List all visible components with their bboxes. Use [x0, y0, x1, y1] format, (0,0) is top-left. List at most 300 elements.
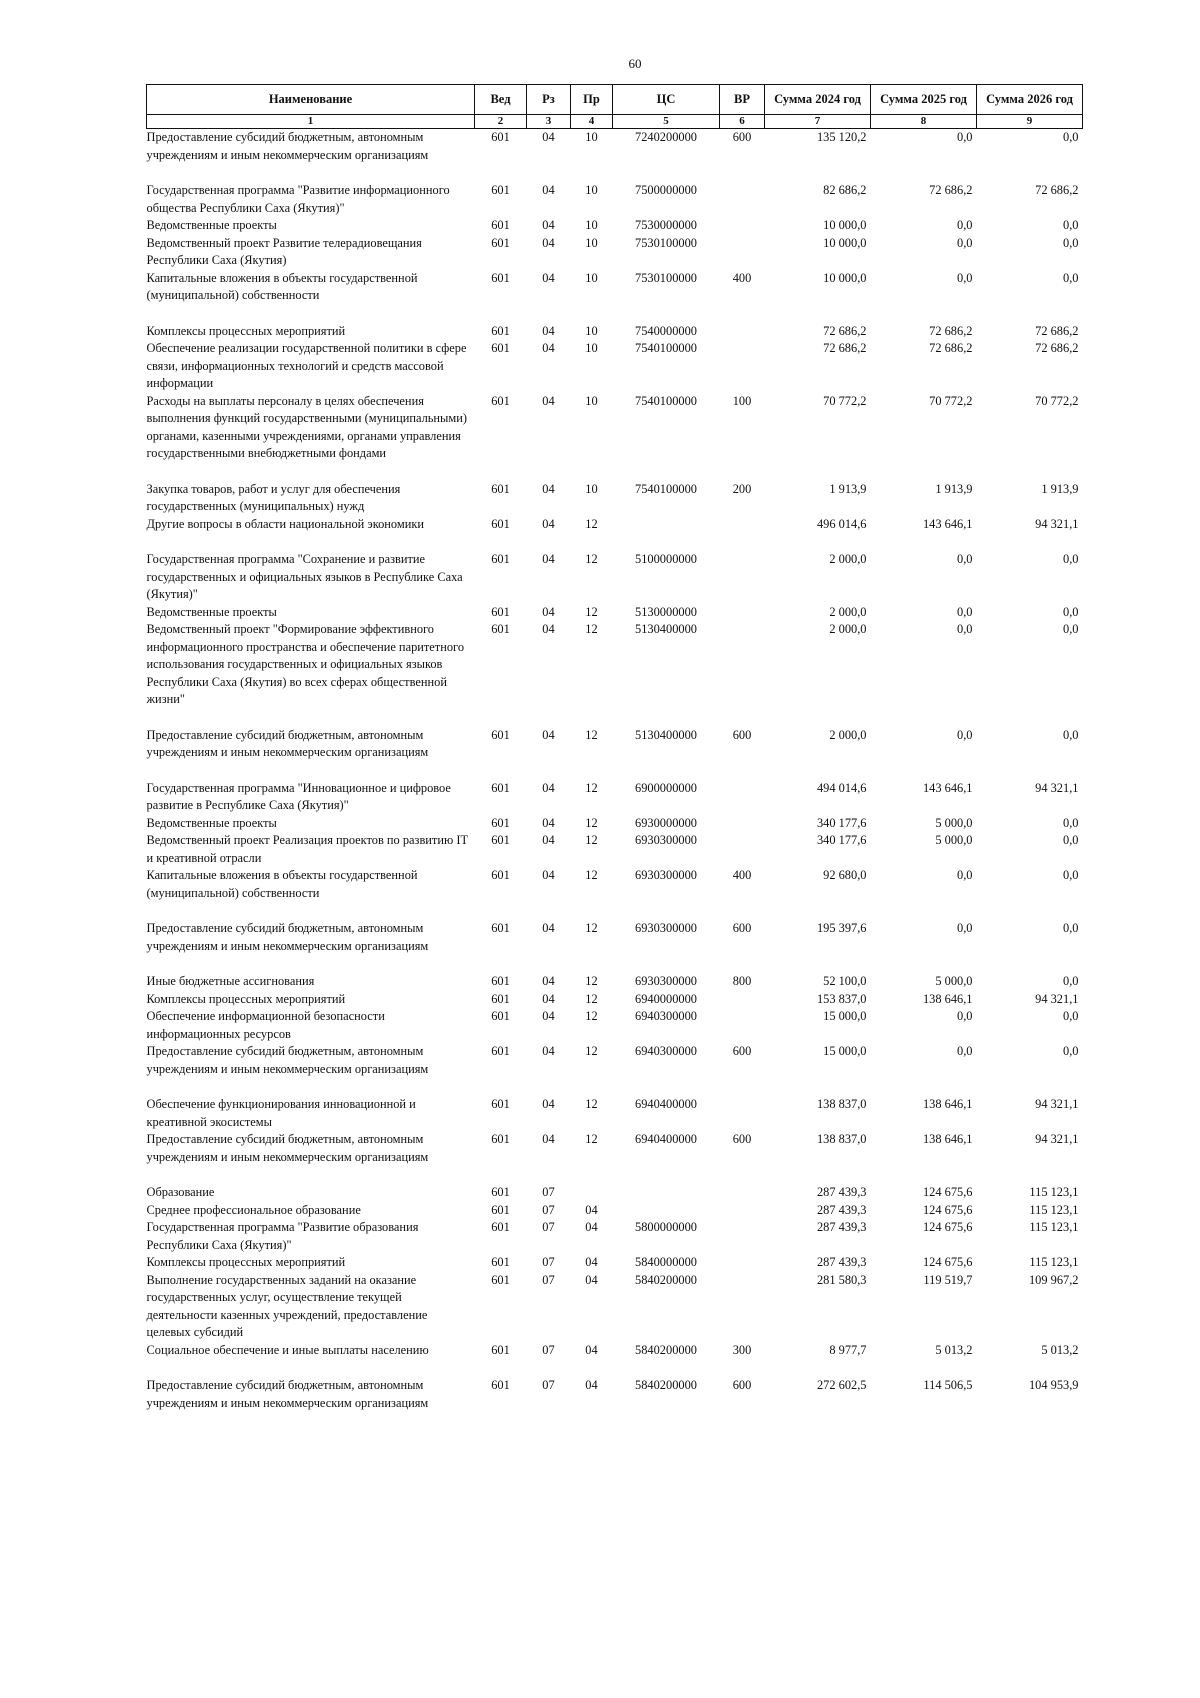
row-sum-2025-cell: 0,0	[957, 1044, 973, 1058]
row-sum-2025-cell: 138 646,1	[922, 1097, 973, 1111]
row-rz-cell: 04	[542, 1044, 555, 1058]
row-sum-2024-cell: 287 439,3	[816, 1220, 867, 1234]
row-sum-2026-cell: 94 321,1	[1035, 991, 1079, 1006]
row-pr-cell: 04	[585, 1342, 598, 1357]
row-name-cell: Предоставление субсидий бюджетным, автономным учреждениям и иным некоммерческим организациям	[146, 1132, 429, 1164]
row-name-cell: Социальное обеспечение и иные выплаты населению	[146, 1342, 429, 1357]
column-number: 6	[720, 115, 765, 129]
row-sum-2025-cell: 0,0	[957, 218, 973, 232]
row-rz-cell: 04	[542, 341, 555, 355]
row-cs-cell: 6940300000	[635, 1009, 697, 1023]
table-row	[147, 991, 1083, 1009]
row-ved-cell: 601	[491, 1009, 510, 1023]
column-number-row	[147, 115, 1083, 129]
row-rz-cell: 04	[542, 218, 555, 232]
row-sum-2026-cell: 0,0	[1063, 270, 1079, 285]
row-pr-cell: 10	[585, 323, 598, 338]
row-pr-cell: 12	[585, 604, 598, 619]
row-rz-cell: 04	[542, 183, 555, 197]
row-ved-cell: 601	[491, 1378, 510, 1392]
row-sum-2025-cell: 138 646,1	[922, 991, 973, 1006]
table-row	[147, 270, 1083, 323]
row-ved-cell: 601	[491, 183, 510, 197]
row-sum-2026-cell: 0,0	[1063, 235, 1079, 250]
table-header	[147, 85, 1083, 129]
row-vr-cell: 600	[732, 1378, 752, 1392]
row-sum-2024-cell: 496 014,6	[816, 516, 867, 531]
row-sum-2025-cell: 72 686,2	[929, 323, 973, 338]
row-rz-cell: 04	[542, 323, 555, 338]
row-sum-2025-cell: 0,0	[957, 130, 973, 144]
row-vr-cell	[720, 991, 765, 1009]
row-vr-cell	[720, 1219, 765, 1254]
row-name-cell: Ведомственный проект "Формирование эффективного информационного пространства и обеспечение паритетного использования государственных и официальных языков Республики Саха (Якутия) во всех сферах общественной жизни"	[146, 622, 465, 706]
row-name-cell: Предоставление субсидий бюджетным, автономным учреждениям и иным некоммерческим организациям	[146, 921, 429, 953]
row-pr-cell: 12	[585, 815, 598, 830]
row-rz-cell: 04	[542, 235, 555, 250]
table-row	[147, 1219, 1083, 1254]
row-vr-cell: 400	[732, 270, 752, 285]
table-row	[147, 340, 1083, 393]
row-vr-cell: 600	[732, 1044, 752, 1058]
header-sum-2024: Сумма 2024 год	[765, 85, 871, 115]
row-pr-cell: 10	[585, 130, 598, 144]
column-number: 7	[765, 115, 871, 129]
row-sum-2025-cell: 5 000,0	[935, 833, 973, 847]
row-vr-cell	[720, 1096, 765, 1131]
row-sum-2025-cell: 124 675,6	[922, 1255, 973, 1269]
row-rz-cell: 04	[542, 604, 555, 619]
table-row	[147, 516, 1083, 552]
row-sum-2026-cell: 70 772,2	[1035, 393, 1079, 408]
row-sum-2025-cell: 0,0	[957, 921, 973, 935]
row-sum-2026-cell: 115 123,1	[1029, 1255, 1079, 1269]
row-ved-cell: 601	[491, 622, 510, 636]
row-sum-2026-cell: 104 953,9	[1028, 1378, 1079, 1392]
row-rz-cell: 04	[542, 481, 555, 496]
row-vr-cell	[720, 217, 765, 235]
row-cs-cell: 6930300000	[635, 974, 697, 988]
table-row	[147, 780, 1083, 815]
table-row	[147, 235, 1083, 270]
row-vr-cell: 400	[732, 868, 752, 882]
row-rz-cell: 04	[542, 815, 555, 830]
row-rz-cell: 04	[542, 130, 555, 144]
row-rz-cell: 07	[542, 1255, 555, 1269]
row-sum-2024-cell: 272 602,5	[816, 1378, 867, 1392]
row-ved-cell: 601	[491, 341, 510, 355]
table-row	[147, 1131, 1083, 1184]
row-vr-cell: 600	[732, 1132, 752, 1146]
row-sum-2026-cell: 0,0	[1063, 833, 1079, 847]
row-vr-cell	[720, 323, 765, 341]
row-sum-2024-cell: 10 000,0	[823, 270, 867, 285]
table-row	[147, 1254, 1083, 1272]
row-pr-cell: 12	[585, 622, 598, 636]
table-row	[147, 1096, 1083, 1131]
row-sum-2025-cell: 5 000,0	[935, 815, 973, 830]
row-sum-2025-cell: 124 675,6	[922, 1185, 973, 1199]
column-number: 1	[147, 115, 475, 129]
row-sum-2026-cell: 0,0	[1063, 1009, 1079, 1023]
row-sum-2026-cell: 0,0	[1063, 218, 1079, 232]
row-pr-cell: 12	[585, 727, 598, 742]
row-rz-cell: 04	[542, 991, 555, 1006]
row-pr-cell: 12	[585, 1097, 598, 1111]
row-name-cell: Предоставление субсидий бюджетным, автономным учреждениям и иным некоммерческим организациям	[146, 1378, 429, 1410]
row-sum-2026-cell: 72 686,2	[1035, 183, 1079, 197]
row-sum-2024-cell: 340 177,6	[816, 815, 867, 830]
row-ved-cell: 601	[491, 1220, 510, 1234]
row-sum-2025-cell: 143 646,1	[922, 516, 973, 531]
row-name-cell: Комплексы процессных мероприятий	[146, 991, 346, 1006]
row-vr-cell	[720, 1202, 765, 1220]
row-sum-2026-cell: 115 123,1	[1029, 1185, 1079, 1199]
row-vr-cell: 800	[732, 974, 752, 988]
row-rz-cell: 04	[542, 1132, 555, 1146]
row-sum-2025-cell: 0,0	[957, 727, 973, 742]
row-ved-cell: 601	[491, 868, 510, 882]
table-row	[147, 551, 1083, 604]
row-sum-2024-cell: 153 837,0	[816, 991, 867, 1006]
row-ved-cell: 601	[491, 727, 510, 742]
row-pr-cell: 04	[585, 1378, 598, 1392]
row-cs-cell: 5840000000	[635, 1255, 697, 1269]
row-sum-2024-cell: 195 397,6	[816, 921, 867, 935]
row-sum-2026-cell: 115 123,1	[1029, 1220, 1079, 1234]
table-row	[147, 727, 1083, 780]
table-row	[147, 815, 1083, 833]
row-sum-2024-cell: 52 100,0	[823, 974, 867, 988]
row-pr-cell: 12	[585, 780, 598, 795]
row-sum-2024-cell: 2 000,0	[829, 622, 867, 636]
row-vr-cell	[720, 182, 765, 217]
row-rz-cell: 04	[542, 868, 555, 882]
column-number: 4	[571, 115, 613, 129]
row-rz-cell: 04	[542, 833, 555, 847]
row-cs-cell: 7540100000	[635, 481, 697, 496]
row-name-cell: Обеспечение функционирования инновационной и креативной экосистемы	[146, 1097, 416, 1129]
row-sum-2025-cell: 143 646,1	[922, 780, 973, 795]
table-row	[147, 920, 1083, 973]
table-body	[147, 129, 1083, 1413]
row-sum-2026-cell: 0,0	[1063, 130, 1079, 144]
row-sum-2024-cell: 340 177,6	[816, 833, 867, 847]
table-row	[147, 1008, 1083, 1043]
row-cs-cell: 7530100000	[635, 270, 697, 285]
header-sum-2025: Сумма 2025 год	[871, 85, 977, 115]
header-row	[147, 85, 1083, 115]
row-vr-cell: 600	[732, 727, 752, 742]
row-cs-cell: 7240200000	[635, 130, 697, 144]
row-cs-cell: 5130400000	[635, 727, 697, 742]
table-row	[147, 832, 1083, 867]
row-ved-cell: 601	[491, 481, 510, 496]
row-cs-cell: 6940000000	[635, 991, 697, 1006]
row-pr-cell: 04	[585, 1255, 598, 1269]
row-vr-cell	[720, 516, 765, 552]
row-name-cell: Комплексы процессных мероприятий	[146, 323, 346, 338]
row-vr-cell	[720, 780, 765, 815]
row-sum-2026-cell: 115 123,1	[1029, 1202, 1079, 1217]
row-vr-cell	[720, 235, 765, 270]
row-sum-2025-cell: 5 000,0	[935, 974, 973, 988]
row-rz-cell: 04	[542, 552, 555, 566]
row-vr-cell	[720, 340, 765, 393]
row-sum-2024-cell: 82 686,2	[823, 183, 867, 197]
row-vr-cell	[720, 1254, 765, 1272]
row-sum-2026-cell: 0,0	[1063, 727, 1079, 742]
row-sum-2024-cell: 2 000,0	[829, 604, 867, 619]
row-name-cell: Предоставление субсидий бюджетным, автономным учреждениям и иным некоммерческим организациям	[146, 130, 429, 162]
row-cs-cell: 6940300000	[635, 1044, 697, 1058]
row-pr-cell: 12	[585, 516, 598, 531]
row-name-cell: Другие вопросы в области национальной экономики	[146, 516, 424, 531]
row-sum-2026-cell: 72 686,2	[1035, 341, 1079, 355]
row-name-cell: Капитальные вложения в объекты государственной (муниципальной) собственности	[146, 270, 418, 302]
column-number: 2	[475, 115, 527, 129]
row-sum-2024-cell: 287 439,3	[816, 1185, 867, 1199]
row-sum-2026-cell: 94 321,1	[1035, 1097, 1079, 1111]
row-ved-cell: 601	[491, 991, 510, 1006]
row-rz-cell: 04	[542, 1097, 555, 1111]
row-sum-2026-cell: 94 321,1	[1035, 516, 1079, 531]
row-rz-cell: 07	[542, 1220, 555, 1234]
row-rz-cell: 07	[542, 1378, 555, 1392]
row-ved-cell: 601	[491, 218, 510, 232]
row-name-cell: Образование	[146, 1185, 215, 1199]
row-rz-cell: 07	[542, 1342, 555, 1357]
row-pr-cell: 12	[585, 833, 598, 847]
column-number: 8	[871, 115, 977, 129]
row-sum-2025-cell: 138 646,1	[922, 1132, 973, 1146]
row-sum-2024-cell: 10 000,0	[823, 235, 867, 250]
row-name-cell: Предоставление субсидий бюджетным, автономным учреждениям и иным некоммерческим организациям	[146, 727, 429, 759]
row-ved-cell: 601	[491, 235, 510, 250]
row-ved-cell: 601	[491, 815, 510, 830]
row-cs-cell: 6930300000	[635, 868, 697, 882]
row-sum-2024-cell: 287 439,3	[816, 1202, 867, 1217]
row-pr-cell: 04	[585, 1272, 598, 1287]
row-cs-cell	[613, 1184, 720, 1202]
table-row	[147, 1043, 1083, 1096]
row-sum-2024-cell: 92 680,0	[823, 868, 867, 882]
row-sum-2025-cell: 114 506,5	[923, 1378, 973, 1392]
row-cs-cell: 6930000000	[635, 815, 697, 830]
row-sum-2026-cell: 1 913,9	[1041, 481, 1079, 496]
header-sum-2026: Сумма 2026 год	[977, 85, 1083, 115]
row-sum-2024-cell: 15 000,0	[823, 1044, 867, 1058]
table-row	[147, 393, 1083, 481]
row-vr-cell	[720, 604, 765, 622]
row-ved-cell: 601	[491, 921, 510, 935]
row-name-cell: Государственная программа "Инновационное и цифровое развитие в Республике Саха (Якутия)"	[146, 780, 451, 812]
row-sum-2025-cell: 70 772,2	[929, 393, 973, 408]
header-ved: Вед	[475, 85, 527, 115]
row-pr-cell: 10	[585, 393, 598, 408]
row-sum-2026-cell: 0,0	[1063, 622, 1079, 636]
row-ved-cell: 601	[491, 323, 510, 338]
row-sum-2024-cell: 10 000,0	[823, 218, 867, 232]
row-rz-cell: 04	[542, 727, 555, 742]
row-cs-cell: 5130400000	[635, 622, 697, 636]
row-name-cell: Иные бюджетные ассигнования	[146, 974, 315, 988]
row-cs-cell	[613, 516, 720, 552]
table-row	[147, 1342, 1083, 1378]
budget-table-container	[146, 84, 1082, 1412]
column-number: 3	[527, 115, 571, 129]
row-cs-cell: 6930300000	[635, 833, 697, 847]
row-cs-cell: 7530100000	[635, 235, 697, 250]
row-cs-cell: 5840200000	[635, 1342, 697, 1357]
row-sum-2024-cell: 135 120,2	[816, 130, 867, 144]
row-pr-cell: 04	[585, 1202, 598, 1217]
table-row	[147, 867, 1083, 920]
row-sum-2024-cell: 138 837,0	[816, 1097, 867, 1111]
row-sum-2026-cell: 0,0	[1063, 974, 1079, 988]
row-pr-cell: 12	[585, 868, 598, 882]
row-sum-2025-cell: 0,0	[957, 604, 973, 619]
row-sum-2026-cell: 5 013,2	[1041, 1342, 1079, 1357]
row-ved-cell: 601	[491, 130, 510, 144]
row-name-cell: Расходы на выплаты персоналу в целях обеспечения выполнения функций государственными (муниципальными) органами, казенными учреждениями, органами управления государственными внебюджетными фондами	[146, 393, 467, 460]
row-cs-cell: 7540100000	[635, 341, 697, 355]
row-sum-2025-cell: 124 675,6	[922, 1202, 973, 1217]
row-sum-2026-cell: 109 967,2	[1028, 1272, 1079, 1287]
header-name: Наименование	[147, 85, 475, 115]
table-row	[147, 1202, 1083, 1220]
row-cs-cell: 6940400000	[635, 1132, 697, 1146]
row-name-cell: Государственная программа "Сохранение и развитие государственных и официальных языков в Республике Саха (Якутия)"	[146, 552, 463, 601]
table-row	[147, 1377, 1083, 1412]
row-vr-cell: 300	[732, 1342, 752, 1357]
row-name-cell: Государственная программа "Развитие образования Республики Саха (Якутия)"	[146, 1220, 419, 1252]
row-vr-cell	[720, 832, 765, 867]
row-cs-cell: 6930300000	[635, 921, 697, 935]
row-ved-cell: 601	[491, 1202, 510, 1217]
row-sum-2025-cell: 0,0	[957, 552, 973, 566]
row-vr-cell	[720, 1184, 765, 1202]
row-sum-2025-cell: 72 686,2	[929, 341, 973, 355]
row-ved-cell: 601	[491, 516, 510, 531]
row-name-cell: Ведомственные проекты	[146, 218, 277, 232]
row-rz-cell: 04	[542, 1009, 555, 1023]
row-pr-cell: 10	[585, 218, 598, 232]
row-rz-cell: 07	[542, 1272, 555, 1287]
row-rz-cell: 07	[542, 1185, 555, 1199]
header-rz: Рз	[527, 85, 571, 115]
row-rz-cell: 04	[542, 780, 555, 795]
table-row	[147, 217, 1083, 235]
row-sum-2026-cell: 0,0	[1063, 815, 1079, 830]
row-sum-2025-cell: 1 913,9	[935, 481, 973, 496]
budget-table	[146, 84, 1083, 1412]
row-ved-cell: 601	[491, 1272, 510, 1287]
row-name-cell: Обеспечение реализации государственной политики в сфере связи, информационных технологий и средств массовой информации	[146, 341, 467, 390]
row-cs-cell: 6940400000	[635, 1097, 697, 1111]
row-pr-cell: 12	[585, 1132, 598, 1146]
row-cs-cell	[613, 1202, 720, 1220]
row-name-cell: Ведомственные проекты	[146, 815, 277, 830]
row-pr-cell: 10	[585, 341, 598, 355]
row-cs-cell: 5840200000	[635, 1378, 697, 1392]
row-sum-2026-cell: 0,0	[1063, 868, 1079, 882]
header-pr: Пр	[571, 85, 613, 115]
row-vr-cell	[720, 1008, 765, 1043]
row-rz-cell: 04	[542, 921, 555, 935]
row-cs-cell: 7540100000	[635, 393, 697, 408]
row-sum-2025-cell: 119 519,7	[923, 1272, 973, 1287]
row-sum-2025-cell: 0,0	[957, 270, 973, 285]
row-pr-cell: 12	[585, 1009, 598, 1023]
row-ved-cell: 601	[491, 974, 510, 988]
row-sum-2025-cell: 0,0	[957, 868, 973, 882]
row-rz-cell: 04	[542, 622, 555, 636]
row-ved-cell: 601	[491, 780, 510, 795]
row-name-cell: Выполнение государственных заданий на оказание государственных услуг, осуществление текущей деятельности казенных учреждений, предоставление целевых субсидий	[146, 1272, 428, 1339]
row-pr-cell: 10	[585, 481, 598, 496]
row-sum-2024-cell: 72 686,2	[823, 341, 867, 355]
table-row	[147, 1184, 1083, 1202]
row-vr-cell	[720, 815, 765, 833]
row-sum-2024-cell: 72 686,2	[823, 323, 867, 338]
row-vr-cell: 200	[732, 481, 752, 496]
row-sum-2026-cell: 0,0	[1063, 552, 1079, 566]
row-name-cell: Обеспечение информационной безопасности информационных ресурсов	[146, 1009, 385, 1041]
table-row	[147, 604, 1083, 622]
row-sum-2024-cell: 2 000,0	[829, 552, 867, 566]
row-ved-cell: 601	[491, 393, 510, 408]
header-cs: ЦС	[613, 85, 720, 115]
row-pr-cell: 04	[585, 1220, 598, 1234]
row-pr-cell: 12	[585, 991, 598, 1006]
table-row	[147, 1272, 1083, 1342]
row-cs-cell: 5800000000	[635, 1220, 697, 1234]
table-row	[147, 182, 1083, 217]
row-sum-2024-cell: 287 439,3	[816, 1255, 867, 1269]
row-sum-2025-cell: 72 686,2	[929, 183, 973, 197]
row-sum-2024-cell: 138 837,0	[816, 1132, 867, 1146]
row-cs-cell: 7540000000	[635, 323, 697, 338]
row-pr-cell: 12	[585, 552, 598, 566]
row-cs-cell: 7500000000	[635, 183, 697, 197]
row-pr-cell: 10	[585, 235, 598, 250]
row-cs-cell: 6900000000	[635, 780, 697, 795]
row-ved-cell: 601	[491, 1255, 510, 1269]
row-sum-2024-cell: 8 977,7	[829, 1342, 867, 1357]
row-name-cell: Капитальные вложения в объекты государственной (муниципальной) собственности	[146, 868, 418, 900]
table-row	[147, 323, 1083, 341]
row-ved-cell: 601	[491, 552, 510, 566]
row-name-cell: Ведомственный проект Развитие телерадиовещания Республики Саха (Якутия)	[146, 235, 422, 267]
column-number: 9	[977, 115, 1083, 129]
table-row	[147, 973, 1083, 991]
row-sum-2025-cell: 0,0	[957, 235, 973, 250]
table-row	[147, 621, 1083, 727]
row-sum-2024-cell: 15 000,0	[823, 1009, 867, 1023]
row-ved-cell: 601	[491, 1342, 510, 1357]
row-name-cell: Ведомственный проект Реализация проектов по развитию IT и креативной отрасли	[146, 833, 468, 865]
row-cs-cell: 7530000000	[635, 218, 697, 232]
row-name-cell: Комплексы процессных мероприятий	[146, 1255, 346, 1269]
row-ved-cell: 601	[491, 1132, 510, 1146]
row-sum-2026-cell: 0,0	[1063, 604, 1079, 619]
row-vr-cell	[720, 1272, 765, 1342]
row-sum-2026-cell: 72 686,2	[1035, 323, 1079, 338]
row-name-cell: Ведомственные проекты	[146, 604, 277, 619]
row-sum-2025-cell: 0,0	[957, 1009, 973, 1023]
row-name-cell: Закупка товаров, работ и услуг для обеспечения государственных (муниципальных) нужд	[146, 481, 401, 513]
